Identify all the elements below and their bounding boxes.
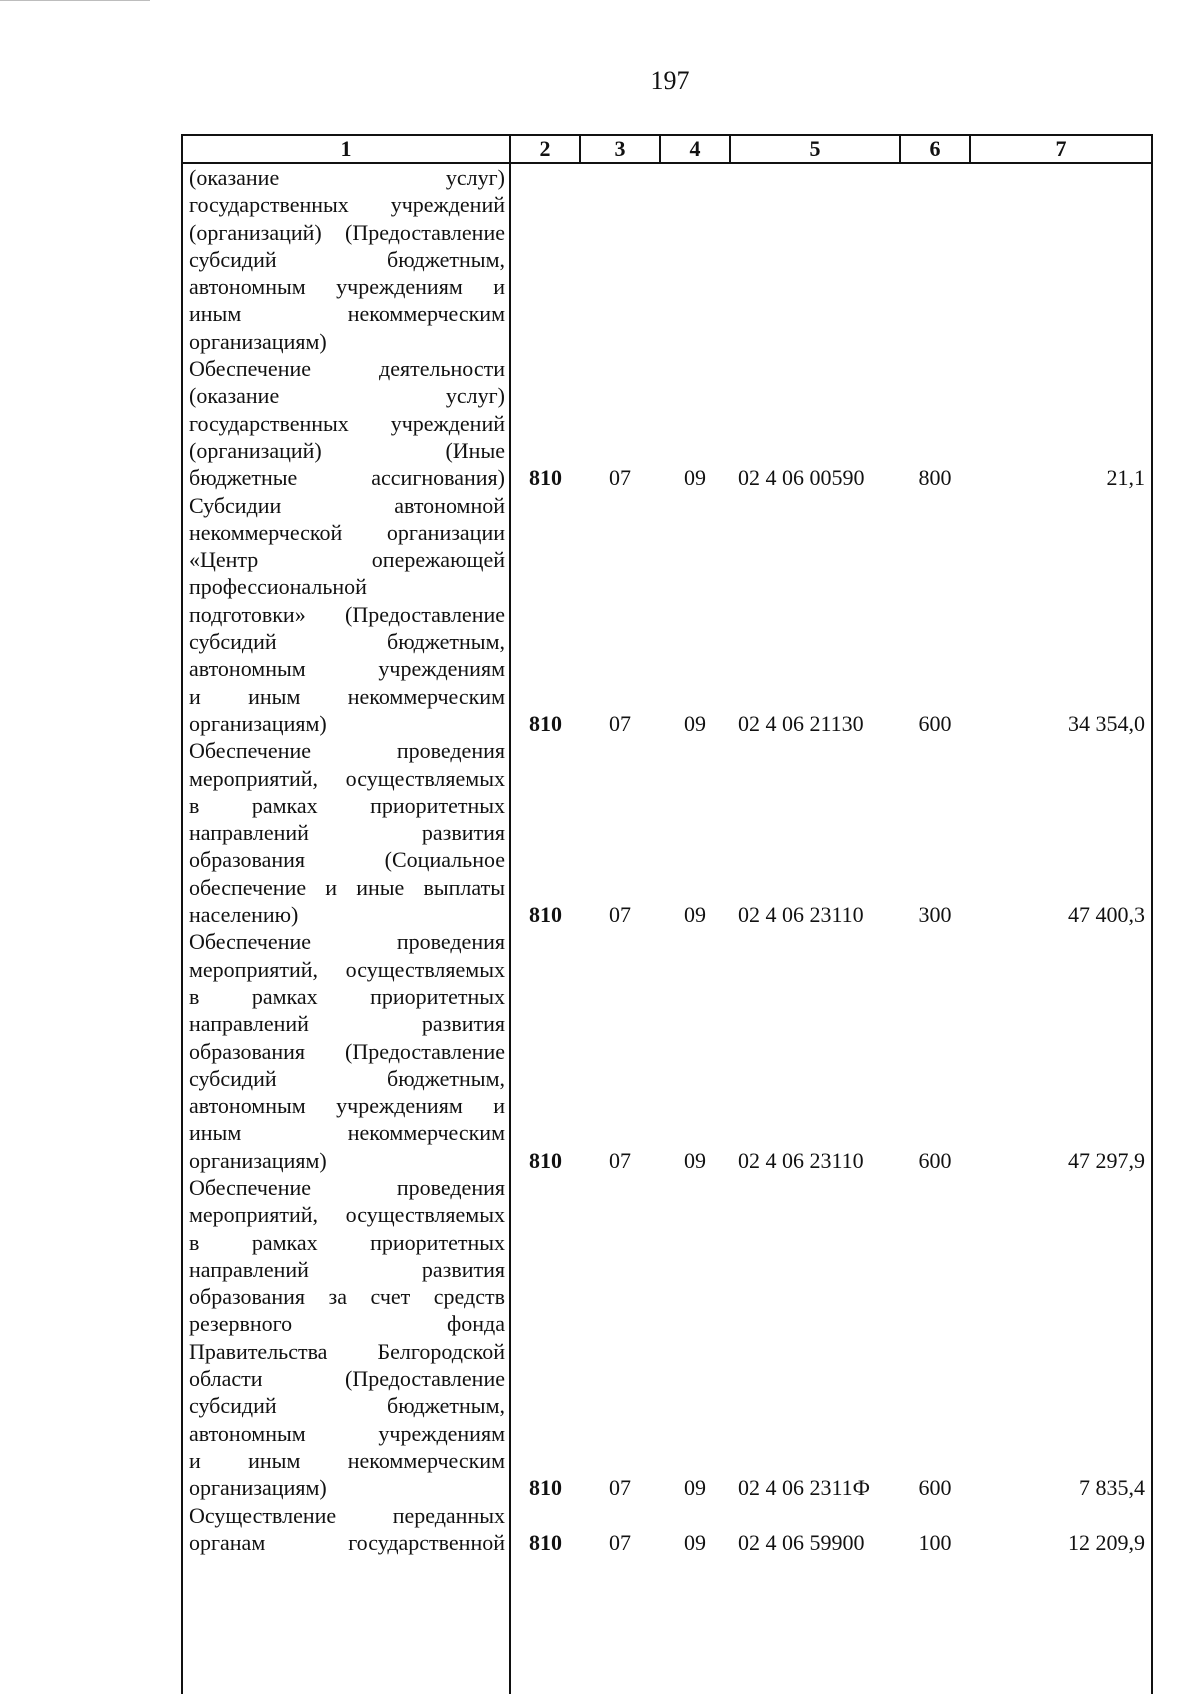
- budget-table: [181, 134, 1153, 1694]
- page-number: 197: [650, 66, 690, 95]
- description-line: автономным учреждениям: [189, 656, 505, 682]
- description-line: резервного фонда: [189, 1311, 505, 1337]
- cell-c2: 810: [529, 1529, 562, 1555]
- cell-c4: 09: [684, 902, 706, 928]
- row-description: [182, 928, 510, 1174]
- cell-c7: 47 400,3: [970, 737, 1152, 928]
- row-description: [182, 492, 510, 738]
- description-line: Обеспечение деятельности: [189, 356, 505, 382]
- description-line: и иным некоммерческим: [189, 683, 505, 709]
- cell-c3: [580, 163, 660, 355]
- cell-c5: [730, 163, 900, 355]
- row-description: [182, 737, 510, 928]
- cell-c6: 600: [918, 710, 952, 736]
- description-line: Правительства Белгородской: [189, 1338, 505, 1364]
- cell-c2: 810: [529, 902, 562, 928]
- filler-cell: [510, 1556, 580, 1694]
- row-description: [182, 163, 510, 355]
- cell-c7: 21,1: [970, 355, 1152, 491]
- description-line: населению): [189, 902, 299, 928]
- description-line: организациям): [189, 328, 327, 354]
- description-line: подготовки» (Предоставление: [189, 601, 505, 627]
- scan-edge-mark: [0, 0, 150, 1]
- description-line: Обеспечение проведения: [189, 738, 505, 764]
- description-line: (оказание услуг): [189, 165, 505, 190]
- table-row: [182, 737, 1152, 928]
- cell-c6: 100: [918, 1529, 952, 1555]
- description-line: в рамках приоритетных: [189, 1229, 505, 1255]
- description-line: мероприятий, осуществляемых: [189, 1202, 505, 1228]
- description-line: (организаций) (Предоставление: [189, 219, 505, 245]
- cell-c4: 09: [684, 465, 706, 491]
- description-line: автономным учреждениям и: [189, 274, 505, 300]
- cell-c3: 07: [609, 1147, 631, 1173]
- table-row: [182, 1502, 1152, 1557]
- cell-c6: 800: [918, 465, 952, 491]
- description-line: Обеспечение проведения: [189, 1174, 505, 1200]
- cell-c6: 600: [918, 1475, 952, 1501]
- cell-c3: 07: [609, 465, 631, 491]
- description-line: государственных учреждений: [189, 192, 505, 218]
- table-row: [182, 1174, 1152, 1502]
- description-line: области (Предоставление: [189, 1366, 505, 1392]
- cell-c4: 09: [684, 1147, 706, 1173]
- table-row: [182, 163, 1152, 355]
- row-description: [182, 1502, 510, 1557]
- description-line: мероприятий, осуществляемых: [189, 765, 505, 791]
- cell-c2: [510, 163, 580, 355]
- description-line: в рамках приоритетных: [189, 983, 505, 1009]
- description-line: Осуществление переданных: [189, 1502, 505, 1528]
- cell-c5: 02 4 06 23110: [738, 902, 864, 928]
- row-description: [182, 355, 510, 491]
- description-line: и иным некоммерческим: [189, 1447, 505, 1473]
- description-line: Обеспечение проведения: [189, 929, 505, 955]
- cell-c6: 300: [918, 902, 952, 928]
- filler-cell: [900, 1556, 970, 1694]
- filler-cell: [970, 1556, 1152, 1694]
- filler-cell: [730, 1556, 900, 1694]
- cell-c7: 34 354,0: [970, 492, 1152, 738]
- description-line: профессиональной: [189, 574, 367, 600]
- description-line: образования за счет средств: [189, 1284, 505, 1310]
- description-line: образования (Социальное: [189, 847, 505, 873]
- column-header-3: 3: [580, 135, 660, 163]
- description-line: «Центр опережающей: [189, 547, 505, 573]
- cell-c7: 12 209,9: [970, 1502, 1152, 1557]
- column-header-2: 2: [510, 135, 580, 163]
- description-line: обеспечение и иные выплаты: [189, 874, 505, 900]
- description-line: (оказание услуг): [189, 383, 505, 409]
- description-line: организациям): [189, 710, 327, 736]
- filler-cell: [660, 1556, 730, 1694]
- cell-c7: [970, 163, 1152, 355]
- description-line: субсидий бюджетным,: [189, 629, 505, 655]
- description-line: органам государственной: [189, 1529, 505, 1555]
- description-line: образования (Предоставление: [189, 1038, 505, 1064]
- description-line: иным некоммерческим: [189, 1120, 505, 1146]
- description-line: автономным учреждениям: [189, 1420, 505, 1446]
- table-row: [182, 355, 1152, 491]
- table-row: [182, 928, 1152, 1174]
- description-line: организациям): [189, 1475, 327, 1501]
- cell-c5: 02 4 06 00590: [738, 465, 865, 491]
- cell-c2: 810: [529, 1475, 562, 1501]
- row-description: [182, 1174, 510, 1502]
- description-line: направлений развития: [189, 1011, 505, 1037]
- description-line: иным некоммерческим: [189, 301, 505, 327]
- cell-c5: 02 4 06 59900: [738, 1529, 865, 1555]
- description-line: организациям): [189, 1147, 327, 1173]
- column-header-7: 7: [970, 135, 1152, 163]
- cell-c2: 810: [529, 710, 562, 736]
- cell-c4: 09: [684, 710, 706, 736]
- cell-c4: 09: [684, 1475, 706, 1501]
- cell-c7: 47 297,9: [970, 928, 1152, 1174]
- cell-c5: 02 4 06 21130: [738, 710, 864, 736]
- cell-c2: 810: [529, 1147, 562, 1173]
- description-line: субсидий бюджетным,: [189, 1065, 505, 1091]
- description-line: государственных учреждений: [189, 410, 505, 436]
- table-body: [182, 163, 1152, 1694]
- cell-c3: 07: [609, 1475, 631, 1501]
- table-row: [182, 492, 1152, 738]
- description-line: некоммерческой организации: [189, 519, 505, 545]
- column-header-6: 6: [900, 135, 970, 163]
- table-header-row: [182, 135, 1152, 163]
- filler-cell: [182, 1556, 510, 1694]
- cell-c3: 07: [609, 1529, 631, 1555]
- cell-c2: 810: [529, 465, 562, 491]
- description-line: направлений развития: [189, 1256, 505, 1282]
- cell-c4: [660, 163, 730, 355]
- description-line: субсидий бюджетным,: [189, 1393, 505, 1419]
- filler-cell: [580, 1556, 660, 1694]
- description-line: мероприятий, осуществляемых: [189, 956, 505, 982]
- cell-c3: 07: [609, 710, 631, 736]
- description-line: в рамках приоритетных: [189, 792, 505, 818]
- cell-c3: 07: [609, 902, 631, 928]
- cell-c6: 600: [918, 1147, 952, 1173]
- cell-c5: 02 4 06 2311Ф: [738, 1475, 871, 1501]
- table-filler-row: [182, 1556, 1152, 1694]
- cell-c4: 09: [684, 1529, 706, 1555]
- cell-c6: [900, 163, 970, 355]
- description-line: субсидий бюджетным,: [189, 246, 505, 272]
- column-header-4: 4: [660, 135, 730, 163]
- cell-c5: 02 4 06 23110: [738, 1147, 864, 1173]
- column-header-5: 5: [730, 135, 900, 163]
- description-line: направлений развития: [189, 820, 505, 846]
- cell-c7: 7 835,4: [970, 1174, 1152, 1502]
- description-line: бюджетные ассигнования): [189, 465, 505, 491]
- column-header-1: 1: [182, 135, 510, 163]
- description-line: Субсидии автономной: [189, 492, 505, 518]
- description-line: (организаций) (Иные: [189, 437, 505, 463]
- description-line: автономным учреждениям и: [189, 1093, 505, 1119]
